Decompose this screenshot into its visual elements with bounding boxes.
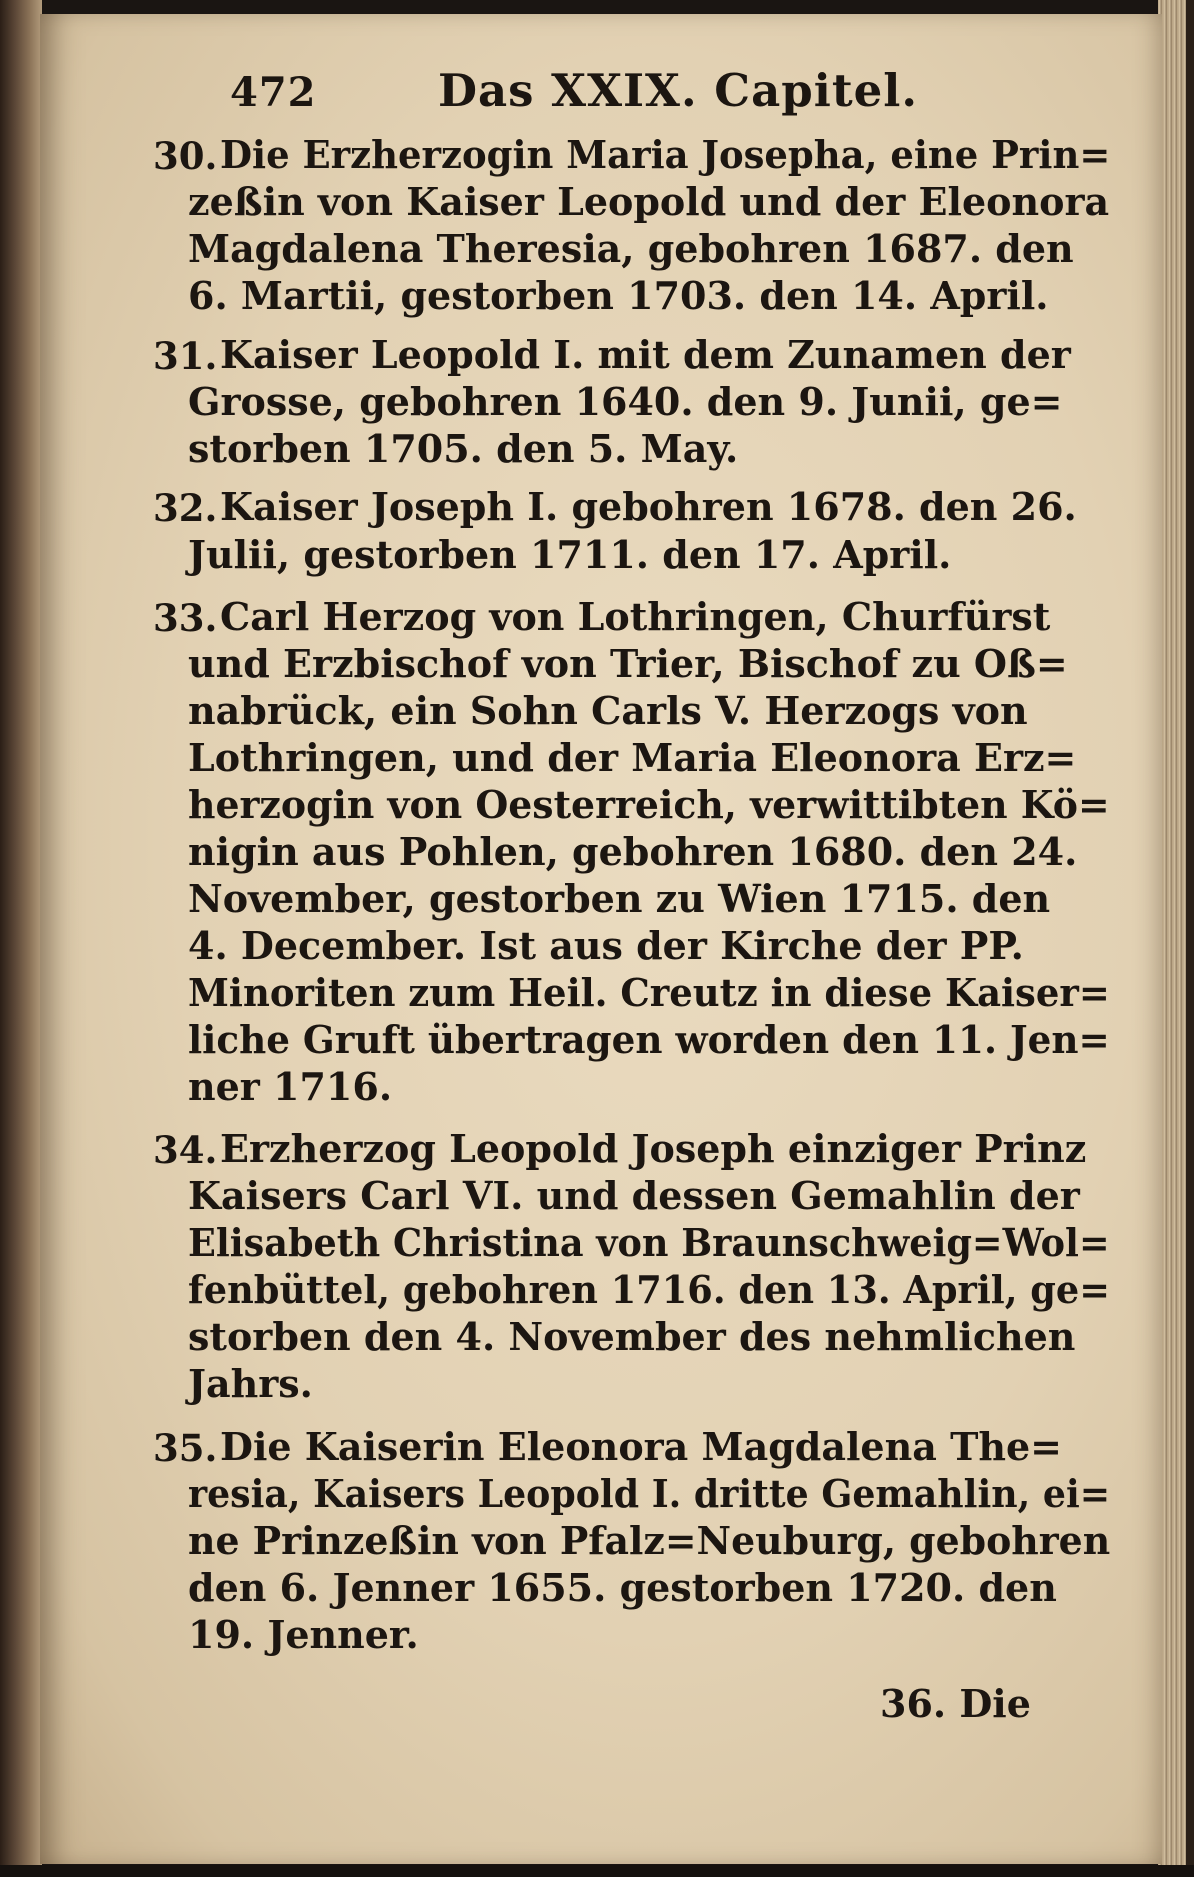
entry-line: 4. December. Ist aus der Kirche der PP.	[188, 923, 1024, 968]
entry-line: 6. Martii, gestorben 1703. den 14. April.	[188, 273, 1049, 318]
entry-line: Die Erzherzogin Maria Josepha, eine Prin=	[220, 132, 1111, 177]
entry-line: zeßin von Kaiser Leopold und der Eleonora	[188, 179, 1110, 224]
book-spine	[0, 0, 42, 1877]
entry-number: 34.	[153, 1128, 218, 1172]
entry-line: Elisabeth Christina von Braunschweig=Wol=	[188, 1220, 1110, 1265]
chapter-title: Das XXIX. Capitel.	[438, 64, 919, 117]
entry-line: Jahrs.	[188, 1361, 313, 1406]
entry-line: nabrück, ein Sohn Carls V. Herzogs von	[188, 688, 1028, 733]
entry-line: November, gestorben zu Wien 1715. den	[188, 876, 1051, 921]
entry-line: Julii, gestorben 1711. den 17. April.	[188, 532, 952, 577]
entry-line: Kaisers Carl VI. und dessen Gemahlin der	[188, 1173, 1080, 1218]
page-edges	[1158, 0, 1194, 1877]
entry-line: resia, Kaisers Leopold I. dritte Gemahlin, ei=	[188, 1471, 1111, 1516]
entry-line: Erzherzog Leopold Joseph einziger Prinz	[220, 1126, 1087, 1171]
entry-line: den 6. Jenner 1655. gestorben 1720. den	[188, 1565, 1057, 1610]
entry-line: nigin aus Pohlen, gebohren 1680. den 24.	[188, 829, 1078, 874]
entry-line: Die Kaiserin Eleonora Magdalena The=	[220, 1424, 1062, 1469]
entry-line: Magdalena Theresia, gebohren 1687. den	[188, 226, 1074, 271]
entry-line: liche Gruft übertragen worden den 11. Jen=	[188, 1017, 1110, 1062]
catchword: 36. Die	[880, 1681, 1031, 1726]
book-page	[40, 14, 1162, 1864]
entry-number: 33.	[153, 596, 218, 640]
entry-line: ner 1716.	[188, 1064, 393, 1109]
scan-bottom-edge	[0, 1865, 1194, 1877]
page-number: 472	[230, 69, 317, 116]
entry-number: 32.	[153, 486, 218, 530]
entry-line: fenbüttel, gebohren 1716. den 13. April, ge=	[188, 1267, 1110, 1312]
entry-line: Lothringen, und der Maria Eleonora Erz=	[188, 735, 1077, 780]
entry-line: Kaiser Leopold I. mit dem Zunamen der	[220, 332, 1071, 377]
entry-line: storben 1705. den 5. May.	[188, 426, 739, 471]
entry-line: herzogin von Oesterreich, verwittibten Kö=	[188, 782, 1110, 827]
entry-line: storben den 4. November des nehmlichen	[188, 1314, 1076, 1359]
entry-line: 19. Jenner.	[188, 1612, 419, 1657]
entry-number: 30.	[153, 134, 218, 178]
entry-line: Carl Herzog von Lothringen, Churfürst	[220, 594, 1051, 639]
entry-line: Kaiser Joseph I. gebohren 1678. den 26.	[220, 484, 1077, 529]
running-head	[40, 14, 1162, 134]
entry-number: 35.	[153, 1426, 218, 1470]
entry-line: und Erzbischof von Trier, Bischof zu Oß=	[188, 641, 1068, 686]
entry-line: Minoriten zum Heil. Creutz in diese Kaiser=	[188, 970, 1110, 1015]
entry-line: Grosse, gebohren 1640. den 9. Junii, ge=	[188, 379, 1063, 424]
entry-line: ne Prinzeßin von Pfalz=Neuburg, gebohren	[188, 1518, 1111, 1563]
entry-number: 31.	[153, 334, 218, 378]
